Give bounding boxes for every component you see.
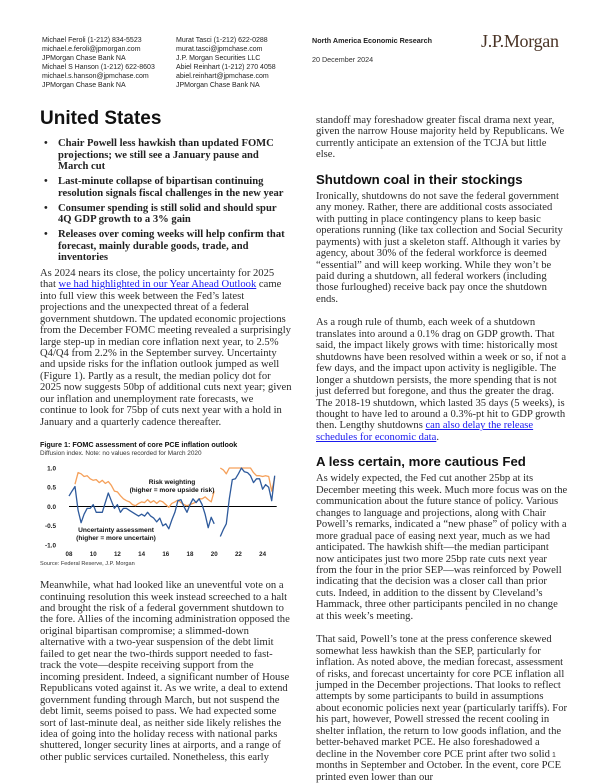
powell-tone-paragraph: That said, Powell’s tone at the press conference skewed somewhat less hawkish than the SEP, particularly for inflation. As noted above, the median forecast, assessment of risks, and forecast uncertainty for core PCE inflation all jumped in the December projections. That looks to reflect attempts by some participants to build in assumptions about economic policies next year (particularly tariffs). For his part, however, Powell stressed the recent cooling in shelter inflation, the return to low goods inflation, and the better-behaved market PCE. He also foreshadowed a decline in the November core PCE print after two solid months in September and October. In the event, core PCE printed even lower than our xyxy=(316,634,568,783)
text: As 2024 nears its close, the policy uncertainty for 2025 that xyxy=(40,267,275,291)
figure-1 xyxy=(40,440,292,568)
contact-name: Michael Feroli (1-212) 834-5523 xyxy=(42,37,142,44)
x-tick-label: 22 xyxy=(234,551,242,559)
key-point xyxy=(40,176,288,199)
contact-name: Michael S Hanson (1-212) 622-8603 xyxy=(42,64,155,71)
key-points-list xyxy=(40,138,288,264)
contact-entity: J.P. Morgan Securities LLC xyxy=(176,55,261,62)
risk-weighting-sublabel: (higher = more upside risk) xyxy=(129,487,215,495)
contact-email[interactable]: abiel.reinhart@jpmchase.com xyxy=(176,73,269,80)
text: . xyxy=(436,431,439,443)
jpmorgan-logo: J.P.Morgan xyxy=(481,31,559,51)
y-tick-label: 0.5 xyxy=(47,484,56,492)
economic-data-delay-link[interactable]: can also delay the release schedules for economic data xyxy=(316,420,534,443)
contact-email[interactable]: michael.s.hanson@jpmchase.com xyxy=(42,73,149,80)
page-title: United States xyxy=(40,108,162,129)
text: As a rough rule of thumb, each week of a shutdown translates into around a 0.1% drag on GDP growth. That said, the impact likely grows with time: historically most shutdowns have been resolved within a week or so, if not a few days, and the impact upon activity is negligible. The longer a shutdown persists, the more spending that is not just deferred but foregone, and thus the greater the drag. The 2018-19 shutdown, which lasted 35 days (5 weeks), is thought to have led to around a 0.3%-pt hit to GDP growth then. Lengthy shutdowns xyxy=(316,317,567,432)
contact-entity: JPMorgan Chase Bank NA xyxy=(176,82,260,89)
y-tick-label: 1.0 xyxy=(47,465,56,473)
report-series: North America Economic Research xyxy=(312,36,432,45)
key-point-text: Chair Powell less hawkish than updated FOMC projections; we still see a January pause and March cut xyxy=(58,138,274,172)
figure-source: Source: Federal Reserve, J.P. Morgan xyxy=(40,561,135,568)
shutdown-gdp-paragraph xyxy=(316,317,568,443)
contact-block-left xyxy=(42,36,155,90)
x-tick-label: 24 xyxy=(259,551,267,559)
x-tick-label: 10 xyxy=(89,551,97,559)
contact-email[interactable]: michael.e.feroli@jpmorgan.com xyxy=(42,46,141,53)
contact-email[interactable]: murat.tasci@jpmchase.com xyxy=(176,46,263,53)
x-tick-label: 08 xyxy=(65,551,73,559)
right-column xyxy=(316,115,568,783)
x-tick-label: 16 xyxy=(162,551,170,559)
bullet-icon: • xyxy=(44,176,48,188)
contact-name: Abiel Reinhart (1-212) 270 4058 xyxy=(176,64,276,71)
continued-paragraph: standoff may foreshadow greater fiscal drama next year, given the narrow House majority held by Republicans. We currently anticipate an extension of the TCJA but little else. xyxy=(316,115,565,161)
y-tick-label: -0.5 xyxy=(44,523,56,531)
key-point-text: Releases over coming weeks will help confirm that forecast, mainly durable goods, trade, and inventories xyxy=(58,229,285,264)
x-tick-label: 18 xyxy=(186,551,194,559)
bullet-icon: • xyxy=(44,202,48,214)
x-tick-label: 14 xyxy=(138,551,146,559)
intro-paragraph xyxy=(40,268,292,428)
left-column xyxy=(40,108,292,763)
y-tick-label: -1.0 xyxy=(44,542,56,550)
key-point-text: Consumer spending is still solid and should spur 4Q GDP growth to a 3% gain xyxy=(58,202,277,226)
bullet-icon: • xyxy=(44,138,48,149)
contact-entity: JPMorgan Chase Bank NA xyxy=(42,55,126,62)
key-point xyxy=(40,203,288,226)
fed-cut-paragraph: As widely expected, the Fed cut another 25bp at its December meeting this week. Much more focus was on the communication about the future stance of policy. Various changes to language and projections, along with Chair Powell’s remarks, indicated a “new phase” of policy with a more gradual pace of easing next year, much as we had anticipated. The hawkish shift—the median participant now anticipates just two more 25bp rate cuts next year from the four in the prior SEP—was reinforced by Powell indicating that the decision was a closer call than prior cuts. Indeed, in addition to the dissent by Cleveland’s Hammack, three other participants penciled in no change at this week’s meeting. xyxy=(316,473,568,622)
contact-name: Murat Tasci (1-212) 622-0288 xyxy=(176,37,268,44)
shutdown-paragraph: Meanwhile, what had looked like an uneventful vote on a continuing resolution this week instead screeched to a halt and brought the risk of a federal government shutdown to the fore. Allies of the incoming administration opposed the original bipartisan compromise; a slimmed-down alternative with a two-year suspension of the debt limit failed to get near the two-thirds support needed to fast-track the vote—despite receiving support from the incoming president. Indeed, a significant number of House Republicans voted against it. As we write, a deal to extend government funding through March, but not suspend the debt limit, seems poised to pass. We had expected some sort of last-minute deal, as neither side likely relishes the idea of going into the holiday recess with national parks shuttered, longer security lines at airports, and a range of other public services curtailed. Nonetheless, this early xyxy=(40,580,290,763)
report-date: 20 December 2024 xyxy=(312,55,374,64)
figure-subtitle: Diffusion index. Note: no values recorded for March 2020 xyxy=(40,450,202,458)
uncertainty-sublabel: (higher = more uncertain) xyxy=(76,535,156,543)
key-point xyxy=(40,229,288,264)
year-ahead-outlook-link[interactable]: we had highlighted in our Year Ahead Outlook xyxy=(58,279,257,291)
page-number: 1 xyxy=(552,752,556,759)
contact-block-right xyxy=(176,36,276,90)
x-tick-label: 20 xyxy=(210,551,218,559)
x-tick-label: 12 xyxy=(113,551,121,559)
y-tick-label: 0.0 xyxy=(47,503,56,511)
text: came into full view this week between the Fed’s latest projections and the unexpected threat of a federal government shutdown. The updated economic projections from the December FOMC meeting revealed a surprisingly large step-up in median core inflation next year, to 2.5% Q4/Q4 from 2.2% in the September survey. Uncertainty and upside risks for the inflation outlook jumped as well (Figure 1). Partly as a result, the median policy dot for 2025 now suggests 50bp of additional cuts next year; given our inflation and unemployment rate forecasts, we continue to look for 75bp of cuts next year with a hold in January and a quarterly cadence thereafter. xyxy=(40,279,292,428)
risk-weighting-label: Risk weighting xyxy=(148,479,196,487)
bullet-icon: • xyxy=(44,229,48,241)
section-heading-shutdown: Shutdown coal in their stockings xyxy=(316,171,523,187)
shutdown-costs-paragraph: Ironically, shutdowns do not save the federal government any money. Rather, there are additional costs associated with putting in place contingency plans to keep basic operations running (like tax collection and Social Security payments) with just a skeleton staff. Although it varies by agency, about 30% of the federal workforce is deemed “essential” and will keep working. While they won’t be paid during a shutdown, all federal workers (including those furloughed) receive back pay once the shutdown ends. xyxy=(316,190,563,305)
fomc-inflation-chart xyxy=(30,460,300,560)
figure-title: Figure 1: FOMC assessment of core PCE inflation outlook xyxy=(40,440,238,450)
section-heading-fed: A less certain, more cautious Fed xyxy=(316,454,526,470)
contact-entity: JPMorgan Chase Bank NA xyxy=(42,82,126,89)
uncertainty-label: Uncertainty assessment xyxy=(78,527,154,535)
key-point xyxy=(40,138,288,173)
key-point-text: Last-minute collapse of bipartisan continuing resolution signals fiscal challenges in the new year xyxy=(58,176,284,199)
